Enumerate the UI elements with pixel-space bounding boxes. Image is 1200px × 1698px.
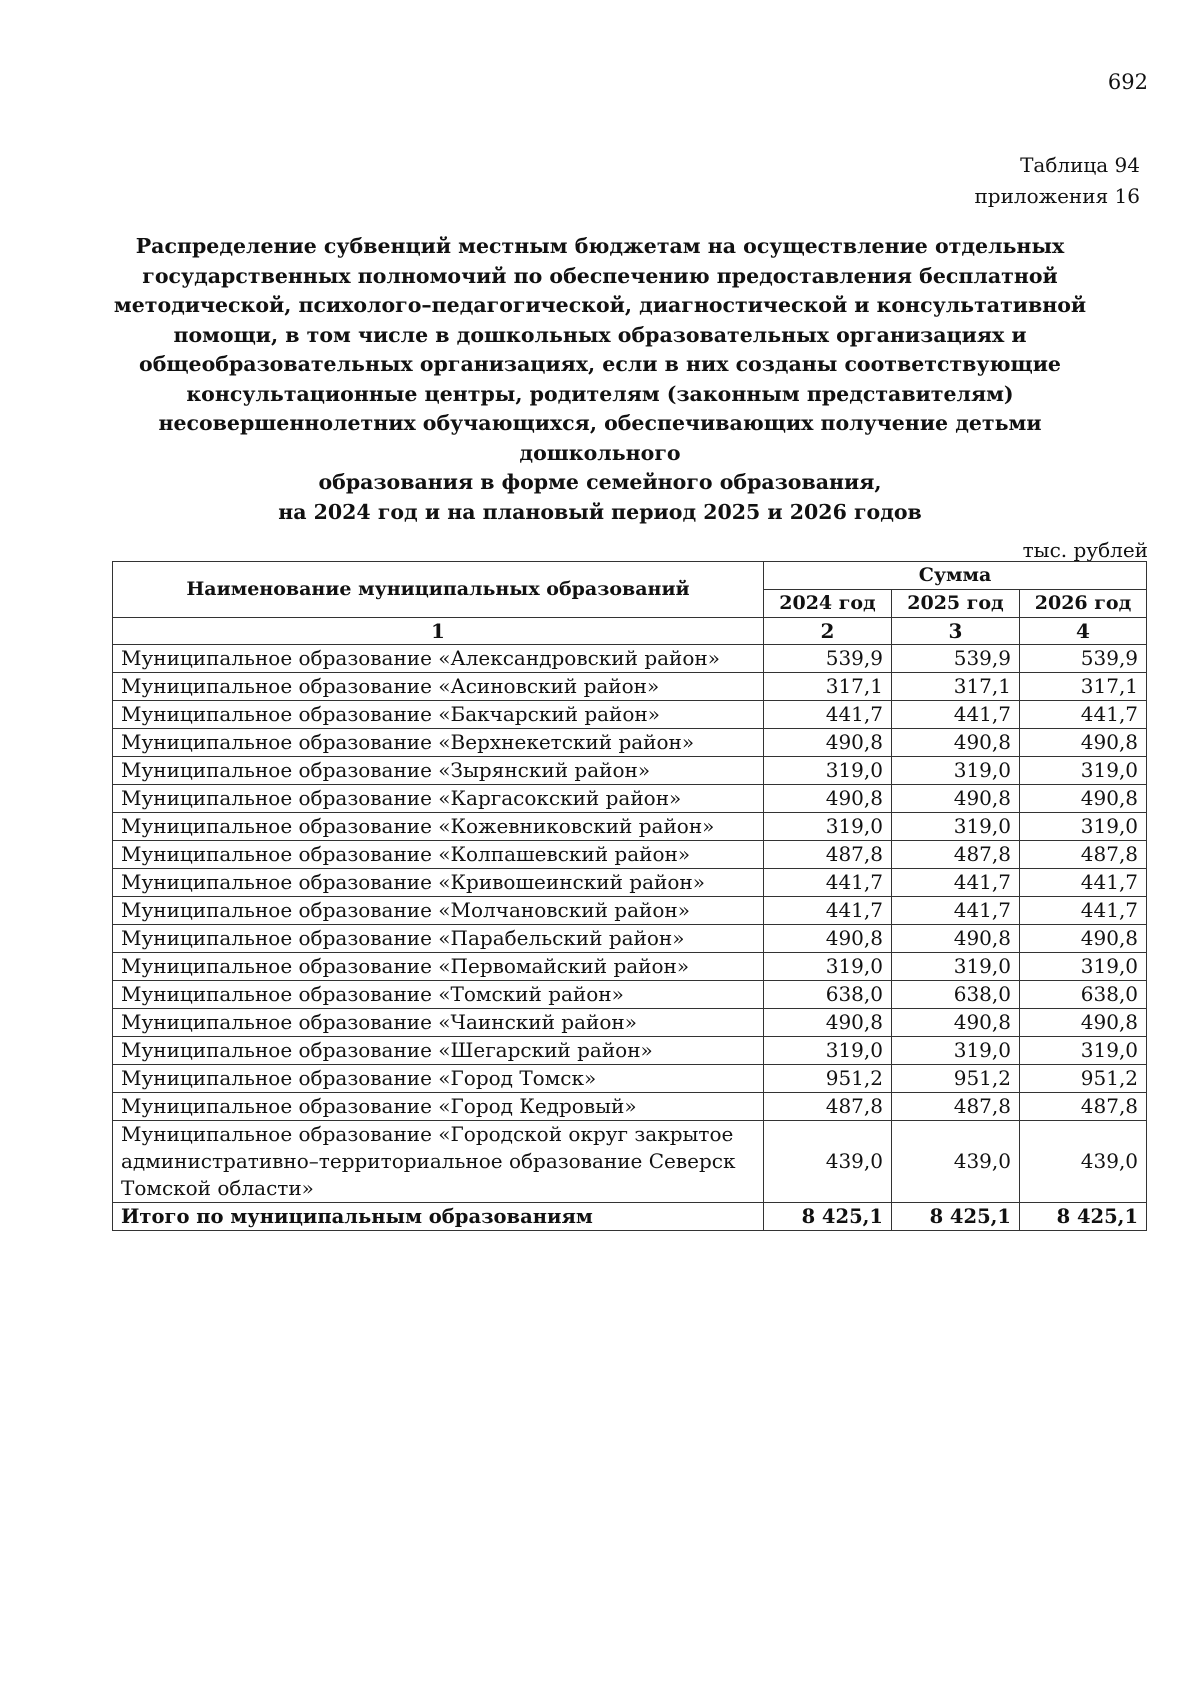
amount-cell-2026: 441,7 [1020,869,1147,897]
column-number: 2 [764,618,892,645]
table-row [113,729,1147,757]
title-line: Распределение субвенций местным бюджетам на осуществление отдельных [135,234,1065,258]
header-year-2024: 2024 год [764,590,892,618]
table-row [113,673,1147,701]
amount-cell-2024: 319,0 [764,813,892,841]
amount-cell-2024: 319,0 [764,953,892,981]
municipality-name-cell: Муниципальное образование «Бакчарский район» [113,701,764,729]
table-row [113,1121,1147,1203]
amount-cell-2026: 539,9 [1020,645,1147,673]
table-row [113,1065,1147,1093]
table-row [113,897,1147,925]
table-row [113,645,1147,673]
amount-cell-2024: 490,8 [764,785,892,813]
column-number: 4 [1020,618,1147,645]
title-line: несовершеннолетних обучающихся, обеспечивающих получение детьми дошкольного [158,411,1042,465]
table-row [113,1037,1147,1065]
total-amount-cell-2024: 8 425,1 [764,1203,892,1231]
municipality-name-cell: Муниципальное образование «Молчановский район» [113,897,764,925]
municipality-name-cell: Муниципальное образование «Асиновский район» [113,673,764,701]
title-line: консультационные центры, родителям (законным представителям) [186,381,1014,406]
amount-cell-2025: 319,0 [892,757,1020,785]
total-amount-cell-2026: 8 425,1 [1020,1203,1147,1231]
title-line: на 2024 год и на плановый период 2025 и 2026 годов [278,499,922,524]
table-reference-line1: Таблица 94 [1020,153,1140,177]
municipality-name-cell: Муниципальное образование «Колпашевский район» [113,841,764,869]
table-row [113,925,1147,953]
amount-cell-2026: 441,7 [1020,897,1147,925]
amount-cell-2026: 319,0 [1020,757,1147,785]
municipality-name-cell: Муниципальное образование «Каргасокский район» [113,785,764,813]
table-row [113,841,1147,869]
table-row [113,757,1147,785]
table-row [113,1009,1147,1037]
amount-cell-2026: 319,0 [1020,953,1147,981]
amount-cell-2024: 951,2 [764,1065,892,1093]
municipality-name-cell: Муниципальное образование «Город Томск» [113,1065,764,1093]
amount-cell-2025: 487,8 [892,1093,1020,1121]
amount-cell-2024: 490,8 [764,925,892,953]
amount-cell-2025: 439,0 [892,1121,1020,1203]
amount-cell-2026: 319,0 [1020,1037,1147,1065]
title-line: образования в форме семейного образования, [318,470,882,494]
municipality-name-cell: Муниципальное образование «Александровский район» [113,645,764,673]
total-amount-cell-2025: 8 425,1 [892,1203,1020,1231]
title-line: государственных полномочий по обеспечению предоставления бесплатной [142,263,1058,288]
municipality-name-cell: Муниципальное образование «Кожевниковский район» [113,813,764,841]
amount-cell-2026: 490,8 [1020,1009,1147,1037]
table-reference [974,150,1140,212]
amount-cell-2024: 441,7 [764,897,892,925]
title-line: помощи, в том числе в дошкольных образовательных организациях и [173,322,1027,347]
amount-cell-2025: 319,0 [892,953,1020,981]
amount-cell-2024: 490,8 [764,729,892,757]
table-row [113,981,1147,1009]
total-row [113,1203,1147,1231]
table-row [113,785,1147,813]
title-line: общеобразовательных организациях, если в них созданы соответствующие [139,352,1061,376]
amount-cell-2025: 441,7 [892,701,1020,729]
units-label: тыс. рублей [1022,538,1148,562]
amount-cell-2025: 319,0 [892,813,1020,841]
amount-cell-2024: 539,9 [764,645,892,673]
document-title [100,232,1100,527]
amount-cell-2024: 317,1 [764,673,892,701]
municipality-name-cell: Муниципальное образование «Зырянский район» [113,757,764,785]
header-year-2026: 2026 год [1020,590,1147,618]
amount-cell-2024: 319,0 [764,1037,892,1065]
amount-cell-2025: 539,9 [892,645,1020,673]
header-municipality-name: Наименование муниципальных образований [113,562,764,618]
municipality-name-cell: Муниципальное образование «Парабельский район» [113,925,764,953]
municipality-name-cell: Муниципальное образование «Чаинский район» [113,1009,764,1037]
table-row [113,953,1147,981]
table-body [113,645,1147,1231]
amount-cell-2025: 490,8 [892,785,1020,813]
amount-cell-2025: 317,1 [892,673,1020,701]
municipality-name-cell: Муниципальное образование «Верхнекетский район» [113,729,764,757]
municipality-name-cell: Муниципальное образование «Город Кедровый» [113,1093,764,1121]
amount-cell-2025: 441,7 [892,897,1020,925]
amount-cell-2025: 487,8 [892,841,1020,869]
amount-cell-2026: 951,2 [1020,1065,1147,1093]
municipality-name-cell: Муниципальное образование «Томский район» [113,981,764,1009]
table-row [113,813,1147,841]
column-number: 1 [113,618,764,645]
amount-cell-2024: 487,8 [764,1093,892,1121]
amount-cell-2026: 490,8 [1020,729,1147,757]
column-number: 3 [892,618,1020,645]
amount-cell-2026: 487,8 [1020,1093,1147,1121]
amount-cell-2026: 487,8 [1020,841,1147,869]
amount-cell-2026: 490,8 [1020,925,1147,953]
table-reference-line2: приложения 16 [974,184,1140,208]
table-row [113,1093,1147,1121]
amount-cell-2024: 638,0 [764,981,892,1009]
amount-cell-2024: 441,7 [764,701,892,729]
header-year-2025: 2025 год [892,590,1020,618]
amount-cell-2026: 439,0 [1020,1121,1147,1203]
table-header [113,562,1147,645]
amount-cell-2024: 439,0 [764,1121,892,1203]
amount-cell-2024: 490,8 [764,1009,892,1037]
header-sum: Сумма [764,562,1147,590]
table-row [113,701,1147,729]
title-line: методической, психолого–педагогической, диагностической и консультативной [113,293,1087,317]
amount-cell-2025: 638,0 [892,981,1020,1009]
amount-cell-2024: 319,0 [764,757,892,785]
municipality-name-cell: Муниципальное образование «Шегарский район» [113,1037,764,1065]
amount-cell-2026: 319,0 [1020,813,1147,841]
amount-cell-2025: 490,8 [892,925,1020,953]
amount-cell-2024: 487,8 [764,841,892,869]
amount-cell-2026: 490,8 [1020,785,1147,813]
amount-cell-2025: 319,0 [892,1037,1020,1065]
municipality-name-cell: Муниципальное образование «Первомайский район» [113,953,764,981]
amount-cell-2025: 441,7 [892,869,1020,897]
municipality-name-cell: Муниципальное образование «Городской округ закрытое административно–территориальное образование Северск Томской области» [113,1121,764,1203]
table-row [113,869,1147,897]
page-number: 692 [1107,70,1148,94]
amount-cell-2026: 638,0 [1020,981,1147,1009]
amount-cell-2026: 317,1 [1020,673,1147,701]
amount-cell-2025: 490,8 [892,1009,1020,1037]
amount-cell-2024: 441,7 [764,869,892,897]
subsidies-table [112,561,1147,1231]
municipality-name-cell: Муниципальное образование «Кривошеинский район» [113,869,764,897]
amount-cell-2025: 490,8 [892,729,1020,757]
amount-cell-2025: 951,2 [892,1065,1020,1093]
total-label-cell: Итого по муниципальным образованиям [113,1203,764,1231]
amount-cell-2026: 441,7 [1020,701,1147,729]
